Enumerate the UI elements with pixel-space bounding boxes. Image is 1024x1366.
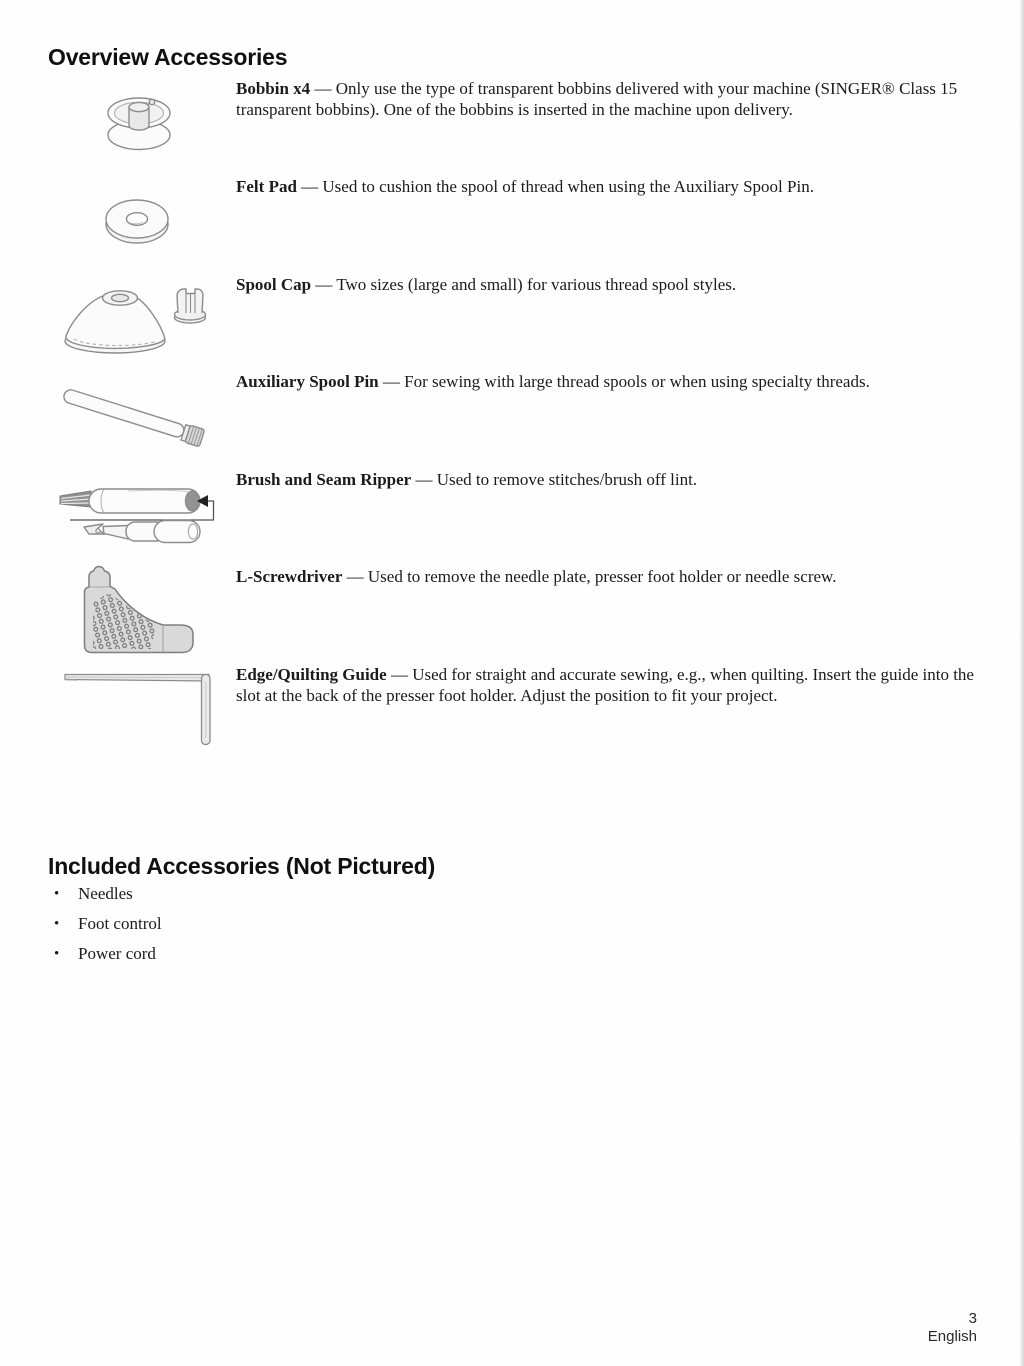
language-label: English xyxy=(927,1328,977,1345)
accessory-row-spool-cap xyxy=(236,274,976,295)
accessory-name: L-Screwdriver xyxy=(236,567,343,586)
felt-pad-illustration xyxy=(103,195,171,249)
list-item xyxy=(48,914,448,944)
accessory-row-felt-pad xyxy=(236,176,976,197)
dash-separator: — xyxy=(301,177,319,196)
bullet-icon: • xyxy=(54,946,60,962)
accessory-description: Two sizes (large and small) for various thread spool styles. xyxy=(336,275,737,294)
accessory-description: For sewing with large thread spools or when using specialty threads. xyxy=(404,372,870,391)
accessory-description: Only use the type of transparent bobbins delivered with your machine (SINGER® Class 15 transparent bobbins). One of the bobbins is inserted in the machine upon delivery. xyxy=(236,79,958,119)
accessory-description: Used to remove stitches/brush off lint. xyxy=(436,470,698,489)
list-item-label: Foot control xyxy=(78,914,162,933)
auxiliary-spool-pin-illustration xyxy=(60,384,216,450)
spool-cap-illustration xyxy=(62,284,210,358)
accessory-row-brush-seam-ripper xyxy=(236,469,976,490)
accessory-description: Used to remove the needle plate, presser foot holder or needle screw. xyxy=(367,567,837,586)
bullet-icon: • xyxy=(54,886,60,902)
brush-and-seam-ripper-illustration xyxy=(58,477,216,549)
bobbin-illustration xyxy=(104,92,174,156)
page-title: Overview Accessories xyxy=(48,44,288,70)
dash-separator: — xyxy=(415,470,433,489)
page-footer xyxy=(928,1310,977,1346)
dash-separator: — xyxy=(315,275,333,294)
accessory-name: Spool Cap xyxy=(236,275,312,294)
bullet-icon: • xyxy=(54,916,60,932)
accessory-description: Used for straight and accurate sewing, e.g., when quilting. Insert the guide into the slot at the back of the presser foot holder. Adjust the position to fit your project. xyxy=(236,665,974,705)
accessory-row-auxiliary-spool-pin xyxy=(236,371,976,392)
list-item-label: Needles xyxy=(78,884,133,903)
accessory-name: Auxiliary Spool Pin xyxy=(236,372,379,391)
dash-separator: — xyxy=(314,79,332,98)
dash-separator: — xyxy=(346,567,364,586)
included-accessories-list xyxy=(48,884,448,974)
accessory-name: Brush and Seam Ripper xyxy=(236,470,412,489)
scan-edge-shadow xyxy=(1019,0,1024,1366)
dash-separator: — xyxy=(382,372,400,391)
accessory-row-edge-quilting-guide xyxy=(236,664,976,706)
accessory-name: Bobbin x4 xyxy=(236,79,311,98)
page-number: 3 xyxy=(968,1310,977,1327)
accessory-row-bobbin xyxy=(236,78,976,120)
accessory-name: Felt Pad xyxy=(236,177,297,196)
list-item xyxy=(48,884,448,914)
list-item xyxy=(48,944,448,974)
list-item-label: Power cord xyxy=(78,944,156,963)
dash-separator: — xyxy=(390,665,408,684)
accessory-description: Used to cushion the spool of thread when using the Auxiliary Spool Pin. xyxy=(322,177,814,196)
accessory-name: Edge/Quilting Guide xyxy=(236,665,387,684)
accessory-row-l-screwdriver xyxy=(236,566,976,587)
edge-quilting-guide-illustration xyxy=(60,666,218,752)
included-accessories-title: Included Accessories (Not Pictured) xyxy=(48,853,436,879)
l-screwdriver-illustration xyxy=(80,562,198,658)
